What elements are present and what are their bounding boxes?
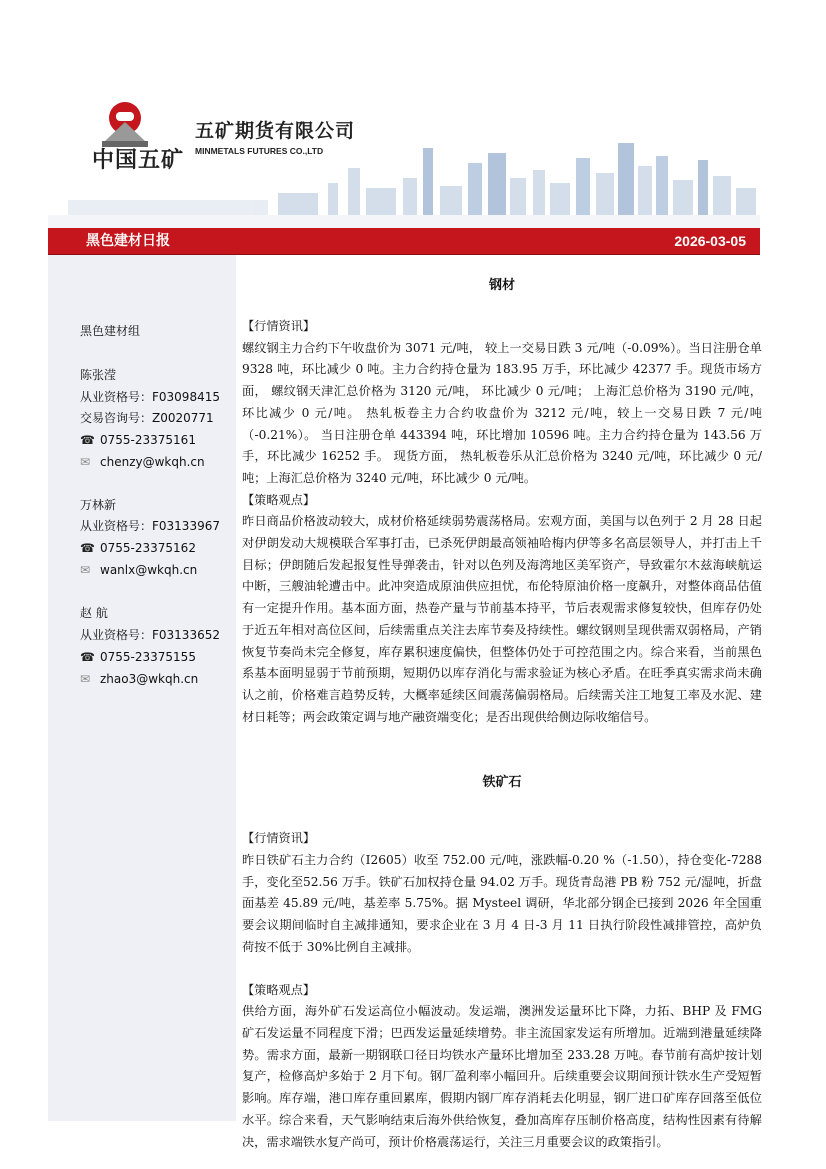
analyst-qualification: 从业资格号：F03133967: [80, 519, 220, 533]
report-header: [48, 88, 760, 228]
minmetals-logo-icon: [90, 98, 160, 148]
analyst-phone: [80, 432, 196, 448]
analyst-email: [80, 562, 197, 578]
team-name: 黑色建材组: [80, 324, 141, 338]
phone-number: 0755-23375162: [100, 541, 196, 555]
strategy-label: 【策略观点】: [242, 982, 316, 997]
mail-icon: ✉: [80, 455, 91, 469]
phone-icon: ☎: [80, 650, 95, 664]
strategy-label: 【策略观点】: [242, 492, 316, 507]
company-name-en: MINMETALS FUTURES CO.,LTD: [195, 146, 324, 156]
section-title-steel: 钢材: [488, 278, 515, 293]
report-body: [242, 255, 762, 1153]
email-link[interactable]: wanlx@wkqh.cn: [100, 563, 198, 577]
analyst-qualification: 从业资格号：F03098415: [80, 390, 220, 404]
analyst-name: 陈张滢: [80, 368, 117, 382]
analyst-email: [80, 671, 198, 687]
email-link[interactable]: chenzy@wkqh.cn: [100, 455, 205, 469]
section-title-iron-ore: 铁矿石: [482, 775, 522, 791]
mail-icon: ✉: [80, 672, 91, 686]
phone-number: 0755-23375161: [100, 433, 196, 447]
mail-icon: ✉: [80, 563, 91, 577]
market-info-label: 【行情资讯】: [242, 319, 316, 333]
analyst-trade-id: 交易咨询号：Z0020771: [80, 411, 214, 425]
iron-ore-market-paragraph: 昨日铁矿石主力合约（I2605）收至 752.00 元/吨，涨跌幅-0.20 %（-1.50），持仓变化-7288 手，变化至52.56 万手。铁矿石加权持仓量 94.02 万手。现货青岛港 PB 粉 752 元/湿吨，折盘面基差 45.89 元/吨，基差率 5.75%。据 Mysteel 调研，华北部分钢企已接到 2026 年全国重要会议期间临时自主减排通知，要求企业在 3 月 4 日-3 月 11 日执行阶段性减排管控，高炉负荷按不低于 30%比例自主减排。: [242, 853, 762, 954]
steel-market-paragraph: 螺纹钢主力合约下午收盘价为 3071 元/吨， 较上一交易日跌 3 元/吨（-0.09%）。当日注册仓单 9328 吨，环比减少 0 吨。主力合约持仓量为 183.95 万手，环比减少 42377 手。现货市场方面， 螺纹钢天津汇总价格为 3120 元/吨， 环比减少 0 元/吨； 上海汇总价格为 3190 元/吨， 环比减少 0 元/吨。 热轧板卷主力合约收盘价为 3212 元/吨，较上一交易日跌 7 元/吨（-0.21%）。 当日注册仓单 443394 吨，环比增加 10596 吨。主力合约持仓量为 143.56 万手，环比减少 16252 手。 现货方面， 热轧板卷乐从汇总价格为 3240 元/吨，环比减少 0 元/吨；上海汇总价格为 3240 元/吨，环比减少 0 元/吨。: [242, 340, 762, 485]
report-date: 2026-03-05: [674, 233, 746, 249]
phone-icon: ☎: [80, 433, 95, 447]
analyst-name: 赵 航: [80, 606, 108, 620]
logo-text: 中国五矿: [92, 148, 185, 173]
phone-number: 0755-23375155: [100, 650, 196, 664]
analyst-email: [80, 454, 205, 470]
analyst-qualification: 从业资格号：F03133652: [80, 628, 220, 642]
analyst-phone: [80, 540, 196, 556]
company-name-cn: 五矿期货有限公司: [195, 120, 356, 142]
steel-strategy-paragraph: 昨日商品价格波动较大，成材价格延续弱势震荡格局。宏观方面，美国与以色列于 2 月 28 日起对伊朗发动大规模联合军事打击，已杀死伊朗最高领袖哈梅内伊等多名高层领导人，并打击上千目标；伊朗随后发起报复性导弹袭击，针对以色列及海湾地区美军资产，导致霍尔木兹海峡航运中断，三艘油轮遭击中。此冲突造成原油供应担忧，布伦特原油价格一度飙升，对整体商品估值有一定提升作用。基本面方面，热卷产量与节前基本持平，节后表观需求修复较快，但库存仍处于近五年相对高位区间，后续需重点关注去库节奏及持续性。螺纹钢则呈现供需双弱格局，产销恢复节奏尚未完全修复，库存累积速度偏快，但整体仍处于可控范围之内。综合来看，当前黑色系基本面明显弱于节前预期，短期仍以库存消化与需求验证为核心矛盾。在旺季真实需求尚未确认之前，价格难言趋势反转，大概率延续区间震荡偏弱格局。后续需关注工地复工率及水泥、建材日耗等；两会政策定调与地产融资端变化；是否出现供给侧边际收缩信号。: [242, 514, 762, 724]
phone-icon: ☎: [80, 541, 95, 555]
analyst-sidebar: [48, 255, 236, 1121]
report-title: 黑色建材日报: [86, 233, 170, 249]
analyst-phone: [80, 649, 196, 665]
analyst-name: 万林新: [80, 498, 117, 512]
market-info-label: 【行情资讯】: [242, 831, 316, 846]
iron-ore-strategy-paragraph: 供给方面，海外矿石发运高位小幅波动。发运端，澳洲发运量环比下降，力拓、BHP 及 FMG 矿石发运量不同程度下滑；巴西发运量延续增势。非主流国家发运有所增加。近端到港量延续降势。需求方面，最新一期钢联口径日均铁水产量环比增加至 233.28 万吨。春节前有高炉按计划复产，检修高炉多始于 2 月下旬。钢厂盈利率小幅回升。后续重要会议期间预计铁水生产受短暂影响。库存端，港口库存重回累库，假期内钢厂库存消耗去化明显，钢厂进口矿库存回落至低位水平。综合来看，天气影响结束后海外供给恢复，叠加高库存压制价格高度，结构性因素有待解决，需求端铁水复产尚可，预计价格震荡运行，关注三月重要会议的政策指引。: [242, 1004, 762, 1149]
email-link[interactable]: zhao3@wkqh.cn: [100, 672, 199, 686]
title-banner: [48, 228, 760, 255]
